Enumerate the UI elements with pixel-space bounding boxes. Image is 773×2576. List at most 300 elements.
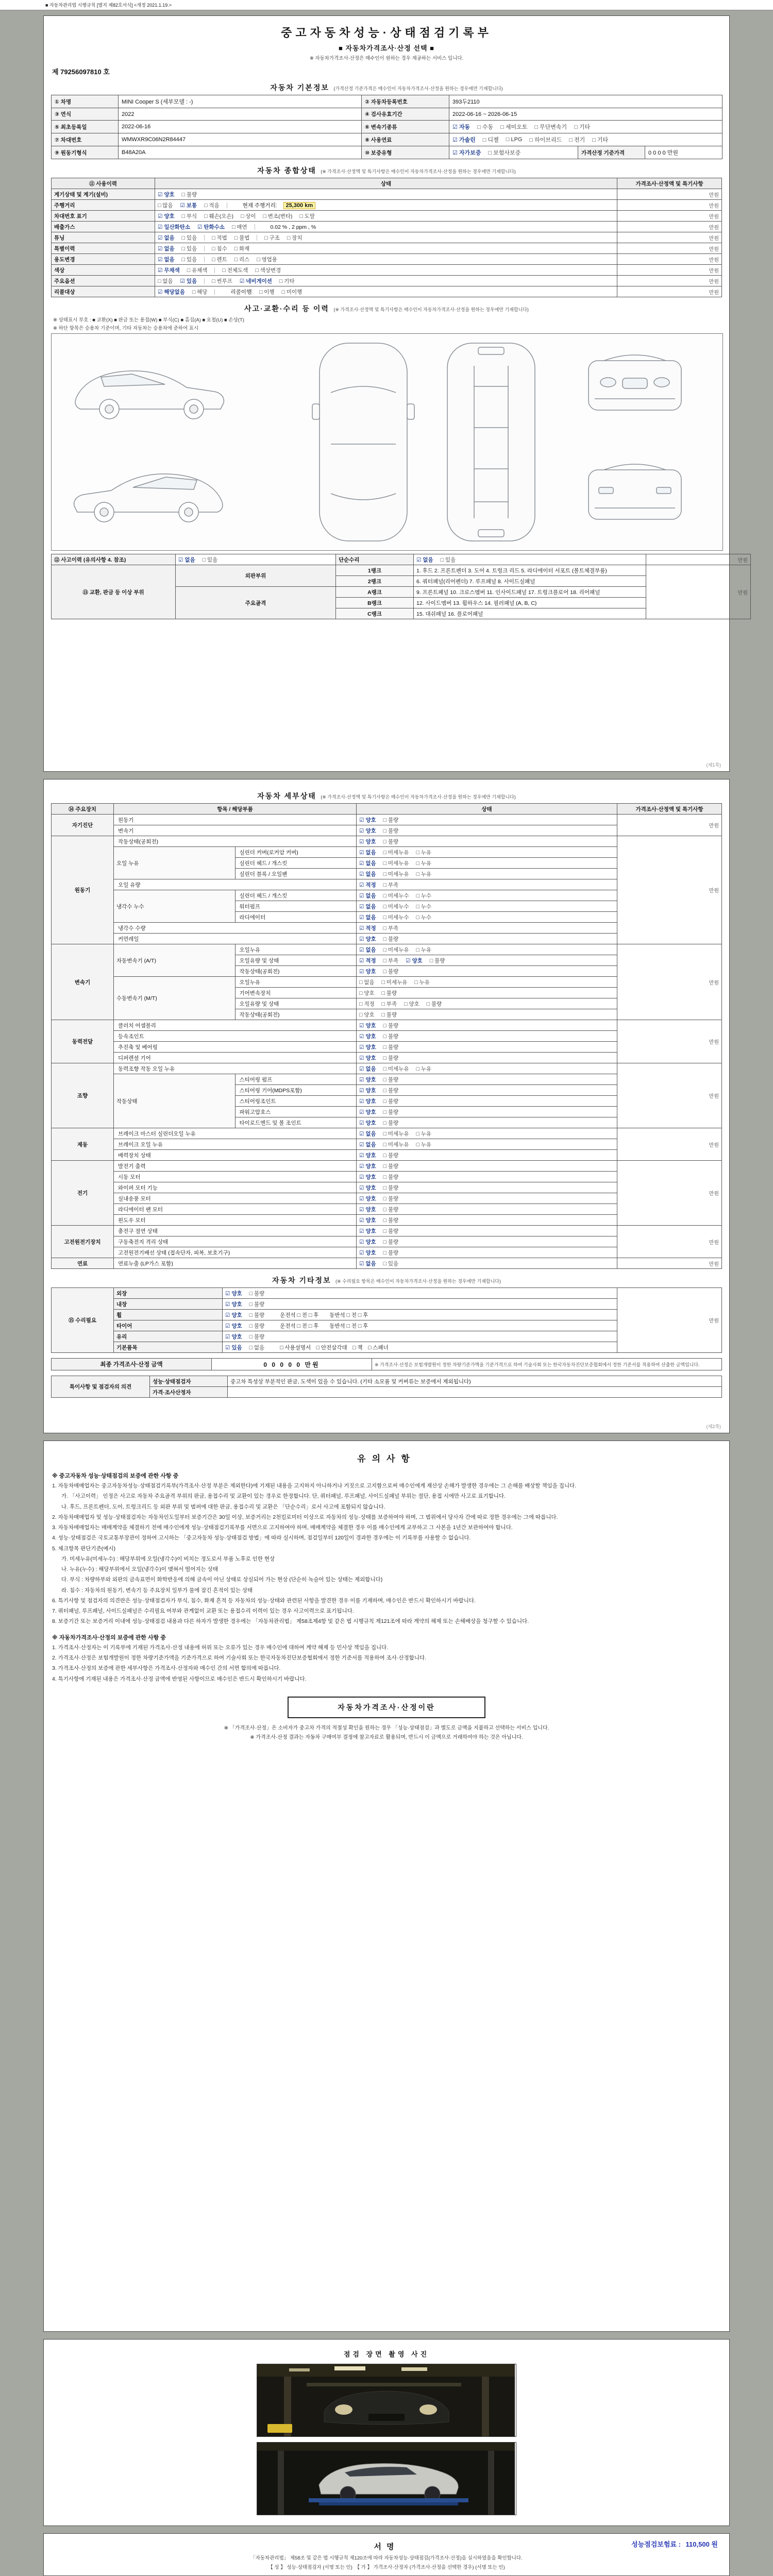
item-state [223,1310,617,1320]
field-value: 2022-06-16 ~ 2026-06-15 [449,108,722,121]
checkbox-양호: ☑ 양호 [359,817,376,823]
opinion-row-inspector [52,1376,722,1387]
inspection-fee-label: 성능점검보험료 : [631,2540,681,2548]
item-name: 실린더 커버(로커암 커버) [235,847,357,858]
row-state [155,200,617,211]
checkbox-양호: ☑ 양호 [225,1312,242,1318]
panel-detail [43,779,730,1433]
checkbox-불량: □ 불량 [383,1055,399,1061]
col-header-price: 가격조사·산정액 및 특기사항 [617,178,722,189]
price-cell: 만원 [617,1128,722,1161]
checkbox-양호: ☑ 양호 [359,1044,376,1050]
checkbox-일산화탄소: ☑ 일산화탄소 [158,224,191,230]
price-cell: 만원 [617,200,722,211]
detail-title: 자동차 세부상태 [257,792,316,800]
item-name: 시동 모터 [114,1172,357,1182]
row-state [155,232,617,243]
overall-row [52,286,722,297]
notice-paragraph: 1. 가격조사·산정자는 이 기록부에 기재된 가격조사·산정 내용에 허위 또는 오류가 있는 경우 매수인에 대하여 계약 해제 등 민사상 책임을 집니다. [52,1644,389,1651]
item-state [357,1172,617,1182]
checkbox-부식: □ 부식 [181,213,197,219]
checkbox-렌트: □ 렌트 [212,256,227,263]
item-state [357,1139,617,1150]
item-name: 추진축 및 베어링 [114,1042,357,1053]
item-state [357,1074,617,1085]
panel-photos [43,2339,730,2526]
item-name: 원동기 [114,815,357,825]
checkbox-불량: □ 불량 [249,1333,265,1340]
detail-body [52,815,722,1269]
checkbox-미세누유: □ 미세누유 [383,860,409,867]
opinion-inspector-text: 중고차 특성상 부분적인 판금, 도색이 있을 수 있습니다. (기타 소모품 및 커버류는 보증에서 제외됩니다) [228,1376,722,1387]
item-state [357,1193,617,1204]
price-cell: 만원 [617,836,722,944]
item-state [357,1009,617,1020]
form-reference [0,0,773,10]
row-state [155,265,617,276]
checkbox-누수: □ 누수 [416,903,432,910]
car-underbody-view [447,343,535,541]
item-name: 커먼레일 [114,934,357,944]
sub-group: 오일 누유 [114,847,236,879]
checkbox-양호: ☑ 양호 [359,1055,376,1061]
item-name: 기어변속장치 [235,988,357,998]
item-name: 오일누유 [235,977,357,988]
checkbox-없음: ☑ 없음 [359,1141,376,1148]
rank-name: A랭크 [336,587,414,598]
item-state [357,815,617,825]
checkbox-적법: □ 적법 [212,234,227,241]
inspection-photo-2-image [257,2443,515,2515]
checkbox-색상변경: □ 색상변경 [255,267,281,274]
item-name: 고전원전기배선 상태 (접속단자, 피복, 보호기구) [114,1247,357,1258]
checkbox-훼손(오손): □ 훼손(오손) [204,213,233,219]
checkbox-보통: ☑ 보통 [180,202,197,209]
checkbox-불량: □ 불량 [383,1228,399,1234]
field-label: ⑦ 차대번호 [52,133,119,146]
item-state [357,1031,617,1042]
item-state [357,1020,617,1031]
checkbox-탄화수소: ☑ 탄화수소 [197,224,225,230]
checkbox-적정: ☑ 적정 [359,882,376,888]
field-label: ⑤ 최초등록일 [52,121,119,133]
item-state [223,1288,617,1299]
checkbox-양호: ☑ 양호 [225,1323,242,1329]
item-name: 휠 [114,1310,223,1320]
item-state [357,847,617,858]
row-label: 리콜대상 [52,286,155,297]
item-state [357,1204,617,1215]
item-state [357,890,617,901]
basic-row [52,108,722,121]
checkbox-해당없음: ☑ 해당없음 [158,289,185,295]
checkbox-있음: □ 있음 [181,245,197,252]
document-header [51,21,722,61]
checkbox-불량: □ 불량 [383,817,399,823]
rank-name: 1랭크 [336,565,414,576]
checkbox-구조: □ 구조 [264,234,280,241]
notice-subparagraph: 라. 침수 : 자동차의 원동기, 변속기 등 주요장치 일부가 물에 잠긴 흔적이 있는 상태 [61,1587,253,1594]
final-price-label: 최종 가격조사·산정 금액 [52,1359,212,1370]
checkbox-누유: □ 누유 [416,849,432,856]
item-state [357,934,617,944]
checkbox-양호: ☑ 양호 [225,1290,242,1297]
item-state [357,879,617,890]
row-label: 주행거리 [52,200,155,211]
item-name: 스티어링 기어(MDPS포함) [235,1085,357,1096]
state-text: 현재 주행거리 [242,202,276,209]
field-value [449,133,722,146]
checkbox-미세누유: □ 미세누유 [383,1141,409,1148]
checkbox-없음: □ 없음 [158,278,173,284]
row-label: 색상 [52,265,155,276]
checkbox-없음: ☑ 없음 [158,245,175,252]
accident-table [51,554,751,619]
item-state [357,955,617,966]
row-state [155,276,617,286]
checkbox-양호: ☑ 양호 [359,1217,376,1224]
item-name: 작동상태(공회전) [114,836,357,847]
checkbox-양호: ☑ 양호 [359,1239,376,1245]
part-divider [214,289,215,295]
price-cell: 만원 [617,1226,722,1258]
row-label: 주요옵션 [52,276,155,286]
notice-paragraph: 6. 특기사항 및 점검자의 의견란은 성능·상태점검자가 부식, 침수, 화재 흔적 등 자동차의 성능·상태와 관련된 사항을 발견한 경우 이를 기재하며, 매수인은 반드시 확인하시기 바랍니다. [52,1597,476,1604]
signature-statement: 「자동차관리법」 제58조 및 같은 법 시행규칙 제120조에 따라 자동차성능·상태점검(가격조사·산정)을 실시하였음을 확인합니다. [250,2555,523,2561]
checkbox-없음: ☑ 없음 [359,860,376,867]
item-name: 실린더 헤드 / 개스킷 [235,858,357,869]
checkbox-없음: ☑ 없음 [158,234,175,241]
checkbox-양호: ☑ 양호 [225,1333,242,1340]
item-name: 타이어 [114,1320,223,1331]
part-divider [251,289,252,295]
checkbox-없음: ☑ 없음 [359,892,376,899]
checkbox-미세누유: □ 미세누유 [383,849,409,856]
car-side-view-right [74,474,223,522]
notice-paragraph: 2. 가격조사·산정은 보험개발원이 정한 차량기준가액을 기준가격으로 하여 기술사회 또는 한국자동차진단보증협회에서 정한 기준서를 적용하여 조사·산정합니다. [52,1654,427,1661]
item-state [357,923,617,934]
rank-row [52,565,751,576]
inspection-fee-value: 110,500 원 [685,2540,718,2548]
checkbox-가솔린: ☑ 가솔린 [452,137,476,143]
checkbox-해당: □ 해당 [192,289,208,295]
checkbox-기타: □ 기타 [592,137,609,143]
basic-row [52,146,722,159]
checkbox-있음: □ 있음 [181,234,197,241]
section-title-accident [51,303,722,314]
final-price-amount: 0 0 0 0 0 만원 [212,1359,372,1370]
checkbox-양호: ☑ 양호 [158,191,175,198]
car-diagram-svg [52,334,722,550]
checkbox-양호: ☑ 양호 [359,1249,376,1256]
price-cell: 만원 [617,243,722,254]
checkbox-자동: ☑ 자동 [452,124,470,130]
field-value: B48A20A [119,146,362,159]
detail-row [52,1020,722,1031]
checkbox-무단변속기: □ 무단변속기 [534,124,567,130]
item-name: 워터펌프 [235,901,357,912]
checkbox-미세누유: □ 미세누유 [381,979,408,986]
field-value: 0 0 0 0 만원 [645,146,722,159]
overall-header-row [52,178,722,189]
notice-blocks [51,1471,722,1683]
price-cell: 만원 [617,276,722,286]
checkbox-불량: □ 불량 [426,1001,442,1007]
rank-name: C랭크 [336,608,414,619]
notice-paragraph: 3. 자동차매매업자는 매매계약을 체결하기 전에 매수인에게 성능·상태점검기록부를 서면으로 고지하여야 하며, 매매계약을 체결한 경우 이를 매수인에게 교부하고 그 사본을 1년간 보관하여야 합니다. [52,1524,513,1531]
rank-items: 15. 대쉬패널 16. 플로어패널 [414,608,646,619]
price-cell: 만원 [617,1258,722,1269]
checkbox-화재: □ 화재 [234,245,250,252]
inspection-photo-2 [257,2442,516,2515]
notice-paragraph: 1. 자동차매매업자는 중고자동차성능·상태점검기록부(가격조사·산정 부분은 제외한다)에 기재된 내용을 고지하지 아니하거나 거짓으로 고지함으로써 매수인에게 재산상 손해가 발생한 경우에는 그 손해를 배상할 책임을 집니다. [52,1483,577,1489]
accident-note: (※ 가격조사·산정액 및 특기사항은 매수인이 자동차가격조사·산정을 원하는 경우에만 기재합니다) [333,307,529,312]
checkbox-불량: □ 불량 [383,1152,399,1159]
checkbox-없음: ☑ 없음 [178,556,195,563]
checkbox-부족: □ 부족 [383,925,399,931]
overall-row [52,189,722,200]
item-state [357,1161,617,1172]
checkbox-양호: □ 양호 [404,1001,419,1007]
item-name: 등속조인트 [114,1031,357,1042]
panel-notice [43,1440,730,2332]
checkbox-양호: ☑ 양호 [359,827,376,834]
device-name: 변속기 [52,944,114,1020]
checkbox-불량: □ 불량 [429,957,445,964]
simple-repair-label: 단순수리 [336,554,414,565]
item-name: 발전기 출력 [114,1161,357,1172]
final-price-note: ※ 가격조사·산정은 보험개발원이 정한 차량기준가액을 기준가격으로 하여 기술사회 또는 한국자동차진단보증협회에서 정한 기준서를 적용하여 산출한 금액입니다. [372,1359,722,1370]
item-name: 오일 유량 [114,879,357,890]
checkbox-누유: □ 누유 [416,1141,432,1148]
item-name: 스티어링 펌프 [235,1074,357,1085]
price-cell: 만원 [617,265,722,276]
checkbox-디젤: □ 디젤 [482,137,499,143]
overall-title: 자동차 종합상태 [257,166,316,175]
rank-items: 9. 프론트패널 10. 크로스멤버 11. 인사이드패널 17. 트렁크플로어 18. 리어패널 [414,587,646,598]
etc-title: 자동차 기타정보 [272,1276,331,1284]
checkbox-있음: □ 있음 [181,256,197,263]
etc-table [51,1287,722,1353]
checkbox-있음: □ 있음 [202,556,218,563]
overall-row [52,265,722,276]
accident-legend-symbols: ※ 상태표시 부호 : ■ 교환(X) ■ 판금 또는 용접(W) ■ 부식(C) ■ 흠집(A) ■ 요철(U) ■ 손상(T) [53,317,244,323]
accident-legend-basis: ※ 하단 항목은 승용차 기준이며, 기타 자동차는 승용차에 준하여 표시 [53,326,199,331]
notice-paragraph: 5. 체크항목 판단기준(예시) [52,1545,116,1552]
notice-subparagraph: 나. 후드, 프론트펜더, 도어, 트렁크리드 등 외판 부위 및 범퍼에 대한 판금, 용접수리 및 교환은 「단순수리」로서 사고에 포함되지 않습니다. [61,1503,385,1510]
opinion-appraiser-text [228,1387,722,1398]
item-state [223,1320,617,1331]
accident-ranks-body [52,565,751,619]
sub-group: 냉각수 누수 [114,890,236,923]
field-value: 393두2110 [449,95,722,108]
notice-paragraph: 3. 가격조사·산정의 보증에 관한 세부사항은 가격조사·산정자와 매수인 간의 서면 합의에 따릅니다. [52,1665,281,1672]
price-survey-box-title: 자동차가격조사·산정이란 [338,1703,435,1711]
price-cell: 만원 [617,254,722,265]
field-label: ② 자동차등록번호 [362,95,449,108]
checkbox-적음: □ 적음 [204,202,220,209]
checkbox-불량: □ 불량 [383,1022,399,1029]
price-cell: 만원 [646,565,751,619]
checkbox-누유: □ 누유 [416,1065,432,1072]
checkbox-없음: □ 없음 [359,979,375,986]
checkbox-없음: ☑ 없음 [359,946,376,953]
notice-subparagraph: 나. 누유(누수) : 해당부위에서 오일(냉각수)이 맺혀서 떨어지는 상태 [61,1566,218,1573]
inspection-photo-1 [257,2364,516,2437]
checkbox-양호: ☑ 양호 [359,1087,376,1094]
col-header-detail-price: 가격조사·산정액 및 특기사항 [617,804,722,815]
checkbox-부족: □ 부족 [383,957,399,964]
checkbox-불량: □ 불량 [249,1290,265,1297]
checkbox-없음: ☑ 없음 [416,556,433,563]
overall-row [52,200,722,211]
item-state [357,825,617,836]
checkbox-불량: □ 불량 [383,1033,399,1040]
col-header-detail-state: 상태 [357,804,617,815]
checkbox-적정: ☑ 적정 [359,957,376,964]
item-name: 기본품목 [114,1342,223,1353]
item-state [357,1063,617,1074]
accident-price-cell: 만원 [646,554,751,565]
checkbox-양호: □ 양호 [359,1011,375,1018]
row-label: 튜닝 [52,232,155,243]
row-state [155,243,617,254]
final-price-table [51,1358,722,1370]
checkbox-있음: ☑ 있음 [225,1344,242,1351]
checkbox-세미오토: □ 세미오토 [500,124,528,130]
item-name: 구동축전지 격리 상태 [114,1236,357,1247]
document-subtitle: ■ 자동차가격조사·산정 선택 ■ [338,44,434,52]
row-label: 특별이력 [52,243,155,254]
device-name: 원동기 [52,836,114,944]
checkbox-양호: ☑ 양호 [359,838,376,845]
checkbox-수동: □ 수동 [477,124,494,130]
photos-title: 점검 장면 촬영 사진 [343,2350,430,2358]
price-cell: 만원 [617,189,722,200]
section-title-detail [51,791,722,801]
notice-subparagraph: 가. 「사고이력」 인정은 사고로 자동차 주요골격 부위의 판금, 용접수리 및 교환이 있는 경우로 한정합니다. 단, 쿼터패널, 루프패널, 사이드실패널 부위는 절단, 용접 시에만 사고로 표기합니다. [61,1493,506,1500]
row-label: 용도변경 [52,254,155,265]
checkbox-침수: □ 침수 [212,245,227,252]
opinion-appraiser-label: 가격·조사산정자 [150,1387,228,1398]
item-state [357,1247,617,1258]
item-name: 동력조향 작동 오일 누유 [114,1063,357,1074]
checkbox-양호: ☑ 양호 [359,1109,376,1115]
part-divider [204,235,205,241]
device-name: 조향 [52,1063,114,1128]
item-state [357,977,617,988]
section-title-etc [51,1275,722,1285]
checkbox-유채색: □ 유채색 [187,267,208,274]
page-marker-2: (제2쪽) [706,1424,721,1429]
col-header-item: 항목 / 해당부품 [114,804,357,815]
item-state [357,1107,617,1117]
form-reference-text: ■ 자동차관리법 시행규칙 [별지 제82호서식] <개정 2021.1.19.> [45,3,172,8]
price-survey-definition-box [288,1697,485,1718]
item-state [357,836,617,847]
checkbox-양호: ☑ 양호 [359,1076,376,1083]
checkbox-이행: □ 이행 [259,289,275,295]
checkbox-양호: ☑ 양호 [359,1184,376,1191]
notice-paragraph: 4. 특기사항에 기재된 내용은 가격조사·산정 금액에 반영된 사항이므로 매수인은 반드시 확인하시기 바랍니다. [52,1675,307,1682]
checkbox-도말: □ 도말 [299,213,315,219]
item-state [357,988,617,998]
checkbox-양호: ☑ 양호 [225,1301,242,1308]
row-label: 배출가스 [52,222,155,232]
checkbox-불량: □ 불량 [383,1109,399,1115]
price-cell: 만원 [617,944,722,1020]
row-state [155,222,617,232]
checkbox-양호: ☑ 양호 [359,1174,376,1180]
item-name: 클러치 어셈블리 [114,1020,357,1031]
price-survey-box-note-1: ※ 「가격조사·산정」은 소비자가 중고차 가격의 적절성 확인을 원하는 경우 「성능·상태점검」과 별도로 금액을 지불하고 선택하는 서비스 입니다. [224,1725,549,1731]
checkbox-누수: □ 누수 [416,892,432,899]
checkbox-양호: ☑ 양호 [359,1022,376,1029]
checkbox-불량: □ 불량 [383,1174,399,1180]
field-label: ⑧ 사용연료 [362,133,449,146]
item-name: 브레이크 마스터 실린더오일 누유 [114,1128,357,1139]
detail-row [52,1226,722,1236]
checkbox-없음: ☑ 없음 [359,849,376,856]
detail-row [52,836,722,847]
checkbox-미세누유: □ 미세누유 [383,946,409,953]
item-name: 실내송풍 모터 [114,1193,357,1204]
row-state [155,211,617,222]
detail-table [51,803,722,1269]
checkbox-있음: □ 있음 [383,1260,399,1267]
checkbox-불량: □ 불량 [383,1076,399,1083]
item-name: 오일유량 및 상태 [235,955,357,966]
etc-row [52,1288,722,1299]
price-cell: 만원 [617,1161,722,1226]
checkbox-불량: □ 불량 [383,1184,399,1191]
device-name: 동력전달 [52,1020,114,1063]
checkbox-없음: ☑ 없음 [359,1260,376,1267]
section-title-basic [51,82,722,93]
field-label: ③ 연식 [52,108,119,121]
checkbox-불량: □ 불량 [249,1323,265,1329]
checkbox-보험사보증: □ 보험사보증 [488,150,521,156]
item-name: 타이로드엔드 및 볼 조인트 [235,1117,357,1128]
item-state [357,1042,617,1053]
field-label: ⑩ 보증유형 [362,146,449,159]
item-name: 파워고압호스 [235,1107,357,1117]
notice-title: 유의사항 [357,1454,416,1464]
price-cell: 만원 [617,286,722,297]
item-state [357,858,617,869]
checkbox-불량: □ 불량 [383,968,399,975]
checkbox-매연: □ 매연 [231,224,247,230]
notice-paragraph: 8. 보증기간 또는 보증거리 이내에 성능·상태점검 내용과 다른 하자가 발생한 경우에는 「자동차관리법」 제58조제4항 및 같은 법 시행규칙 제121조에 따라 계약의 해제 또는 손해배상을 청구할 수 있습니다. [52,1618,529,1625]
car-side-view-left [75,371,224,419]
item-state [357,901,617,912]
car-front-view [589,355,681,410]
checkbox-양호: ☑ 양호 [359,936,376,942]
detail-note: (※ 가격조사·산정액 및 특기사항은 매수인이 자동차가격조사·산정을 원하는 경우에만 기재합니다) [321,794,516,800]
col-header-device: ⑭ 주요장치 [52,804,114,815]
notice-paragraph: 4. 성능·상태점검은 국토교통부장관이 정하여 고시하는 「중고자동차 성능·상태점검 방법」에 따라 실시하며, 점검일부터 120일이 경과한 경우에는 이 기록부를 사용할 수 없습니다. [52,1535,471,1541]
final-price-row [52,1359,722,1370]
item-name: 디퍼렌셜 기어 [114,1053,357,1063]
item-state [223,1331,617,1342]
item-name: 외장 [114,1288,223,1299]
checkbox-누유: □ 누유 [416,860,432,867]
checkbox-하이브리드: □ 하이브리드 [529,137,562,143]
panel-signature [43,2533,730,2576]
basic-row [52,121,722,133]
etc-note: (※ 수리필요 항목은 매수인이 자동차가격조사·산정을 원하는 경우에만 기재합니다) [335,1279,501,1284]
checkbox-리스: □ 리스 [234,256,250,263]
